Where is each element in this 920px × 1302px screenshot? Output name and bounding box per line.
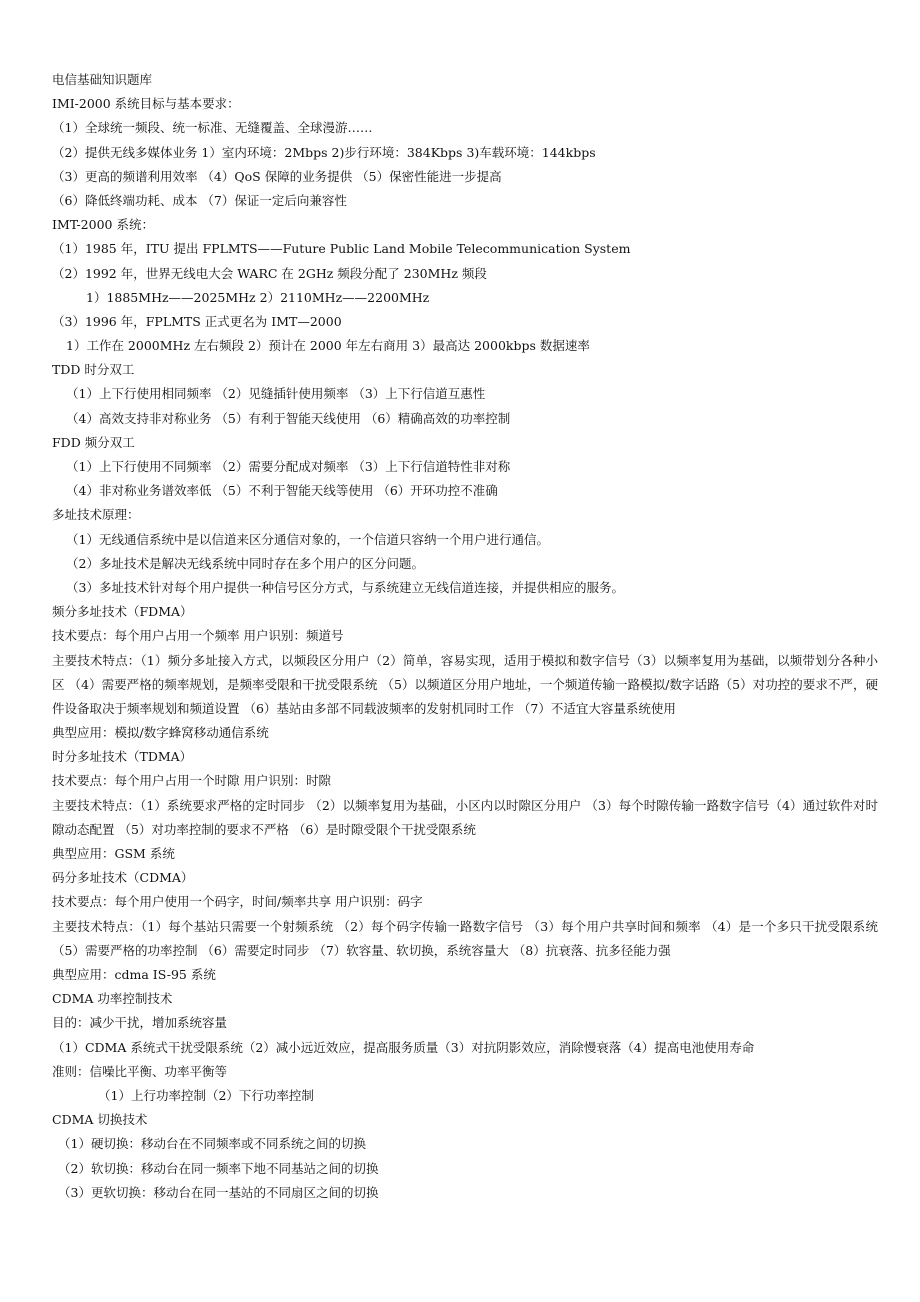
imt-sub-item: 1）1885MHz——2025MHz 2）2110MHz——2200MHz xyxy=(86,289,430,305)
multiple-access-item: （3）多址技术针对每个用户提供一种信号区分方式，与系统建立无线信道连接，并提供相应的服务。 xyxy=(66,579,624,595)
tdma-application: 典型应用：GSM 系统 xyxy=(52,846,175,862)
fdma-heading: 频分多址技术（FDMA） xyxy=(52,604,193,620)
tdma-heading: 时分多址技术（TDMA） xyxy=(52,749,193,765)
tdma-features: 主要技术特点：（1）系统要求严格的定时同步 （2）以频率复用为基础，小区内以时隙区分用户 （3）每个时隙传输一路数字信号（4）通过软件对时隙动态配置 （5）对功率控制的要求不严格 （6）是时隙受限个干扰受限系统 xyxy=(52,797,878,837)
tdd-item: （4）高效支持非对称业务 （5）有利于智能天线使用 （6）精确高效的功率控制 xyxy=(66,410,511,426)
power-control-sub: （1）上行功率控制（2）下行功率控制 xyxy=(98,1087,314,1103)
cdma-application: 典型应用：cdma IS-95 系统 xyxy=(52,967,216,983)
imt-item: （1）1985 年，ITU 提出 FPLMTS——Future Public Land Mobile Telecommunication System xyxy=(52,241,631,257)
handoff-item: （3）更软切换：移动台在同一基站的不同扇区之间的切换 xyxy=(58,1184,379,1200)
cdma-features: 主要技术特点：（1）每个基站只需要一个射频系统 （2）每个码字传输一路数字信号 （3）每个用户共享时间和频率 （4）是一个多只干扰受限系统 （5）需要严格的功率控制 （6）需要定时同步 （7）软容量、软切换，系统容量大 （8）抗衰落、抗多径能力强 xyxy=(52,918,878,958)
tdd-item: （1）上下行使用相同频率 （2）见缝插针使用频率 （3）上下行信道互惠性 xyxy=(66,386,486,402)
handoff-item: （1）硬切换：移动台在不同频率或不同系统之间的切换 xyxy=(58,1136,366,1152)
multiple-access-heading: 多址技术原理： xyxy=(52,507,140,523)
imt-heading: IMT-2000 系统： xyxy=(52,217,154,233)
imt-item: （2）1992 年，世界无线电大会 WARC 在 2GHz 频段分配了 230MHz 频段 xyxy=(52,265,487,281)
tdma-key-points: 技术要点：每个用户占用一个时隙 用户识别：时隙 xyxy=(52,773,331,789)
tdd-heading: TDD 时分双工 xyxy=(52,362,135,378)
handoff-item: （2）软切换：移动台在同一频率下地不同基站之间的切换 xyxy=(58,1160,379,1176)
fdd-item: （1）上下行使用不同频率 （2）需要分配成对频率 （3）上下行信道特性非对称 xyxy=(66,459,511,474)
multiple-access-item: （2）多址技术是解决无线系统中同时存在多个用户的区分问题。 xyxy=(66,555,424,571)
imt-sub-item: 1）工作在 2000MHz 左右频段 2）预计在 2000 年左右商用 3）最高达 2000kbps 数据速率 xyxy=(66,338,590,354)
document-title: 电信基础知识题库 xyxy=(52,72,153,87)
power-control-heading: CDMA 功率控制技术 xyxy=(52,991,173,1007)
cdma-key-points: 技术要点：每个用户使用一个码字，时间/频率共享 用户识别：码字 xyxy=(52,894,423,910)
fdd-heading: FDD 频分双工 xyxy=(52,434,135,450)
fdd-item: （4）非对称业务谱效率低 （5）不利于智能天线等使用 （6）开环功控不准确 xyxy=(66,483,498,499)
imi-item: （2）提供无线多媒体业务 1）室内环境：2Mbps 2)步行环境：384Kbps 3)车载环境：144kbps xyxy=(52,144,596,160)
power-control-rule: 准则：信噪比平衡、功率平衡等 xyxy=(52,1063,228,1079)
handoff-heading: CDMA 切换技术 xyxy=(52,1112,148,1128)
cdma-heading: 码分多址技术（CDMA） xyxy=(52,870,194,886)
imt-item: （3）1996 年，FPLMTS 正式更名为 IMT—2000 xyxy=(52,313,342,329)
fdma-key-points: 技术要点：每个用户占用一个频率 用户识别：频道号 xyxy=(52,628,344,644)
imi-heading: IMI-2000 系统目标与基本要求： xyxy=(52,96,240,112)
imi-item: （6）降低终端功耗、成本 （7）保证一定后向兼容性 xyxy=(52,192,347,208)
imi-item: （1）全球统一频段、统一标准、无缝覆盖、全球漫游…… xyxy=(52,120,373,136)
power-control-purpose: 目的：减少干扰，增加系统容量 xyxy=(52,1015,228,1031)
fdma-features: 主要技术特点：（1）频分多址接入方式，以频段区分用户（2）简单，容易实现，适用于模拟和数字信号（3）以频率复用为基础，以频带划分各种小区 （4）需要严格的频率规划，是频率受限和干扰受限系统 （5）以频道区分用户地址，一个频道传输一路模拟/数字话路（5）对功控的要求不严，硬件设备取决于频率规划和频道设置 （6）基站由多部不同载波频率的发射机同时工作 （7）不适宜大容量系统使用 xyxy=(52,652,878,716)
document-body xyxy=(52,68,878,1205)
multiple-access-item: （1）无线通信系统中是以信道来区分通信对象的，一个信道只容纳一个用户进行通信。 xyxy=(66,531,549,547)
power-control-item: （1）CDMA 系统式干扰受限系统（2）减小远近效应，提高服务质量（3）对抗阴影效应，消除慢衰落（4）提高电池使用寿命 xyxy=(52,1039,755,1055)
imi-item: （3）更高的频谱利用效率 （4）QoS 保障的业务提供 （5）保密性能进一步提高 xyxy=(52,168,502,184)
fdma-application: 典型应用：模拟/数字蜂窝移动通信系统 xyxy=(52,725,269,741)
